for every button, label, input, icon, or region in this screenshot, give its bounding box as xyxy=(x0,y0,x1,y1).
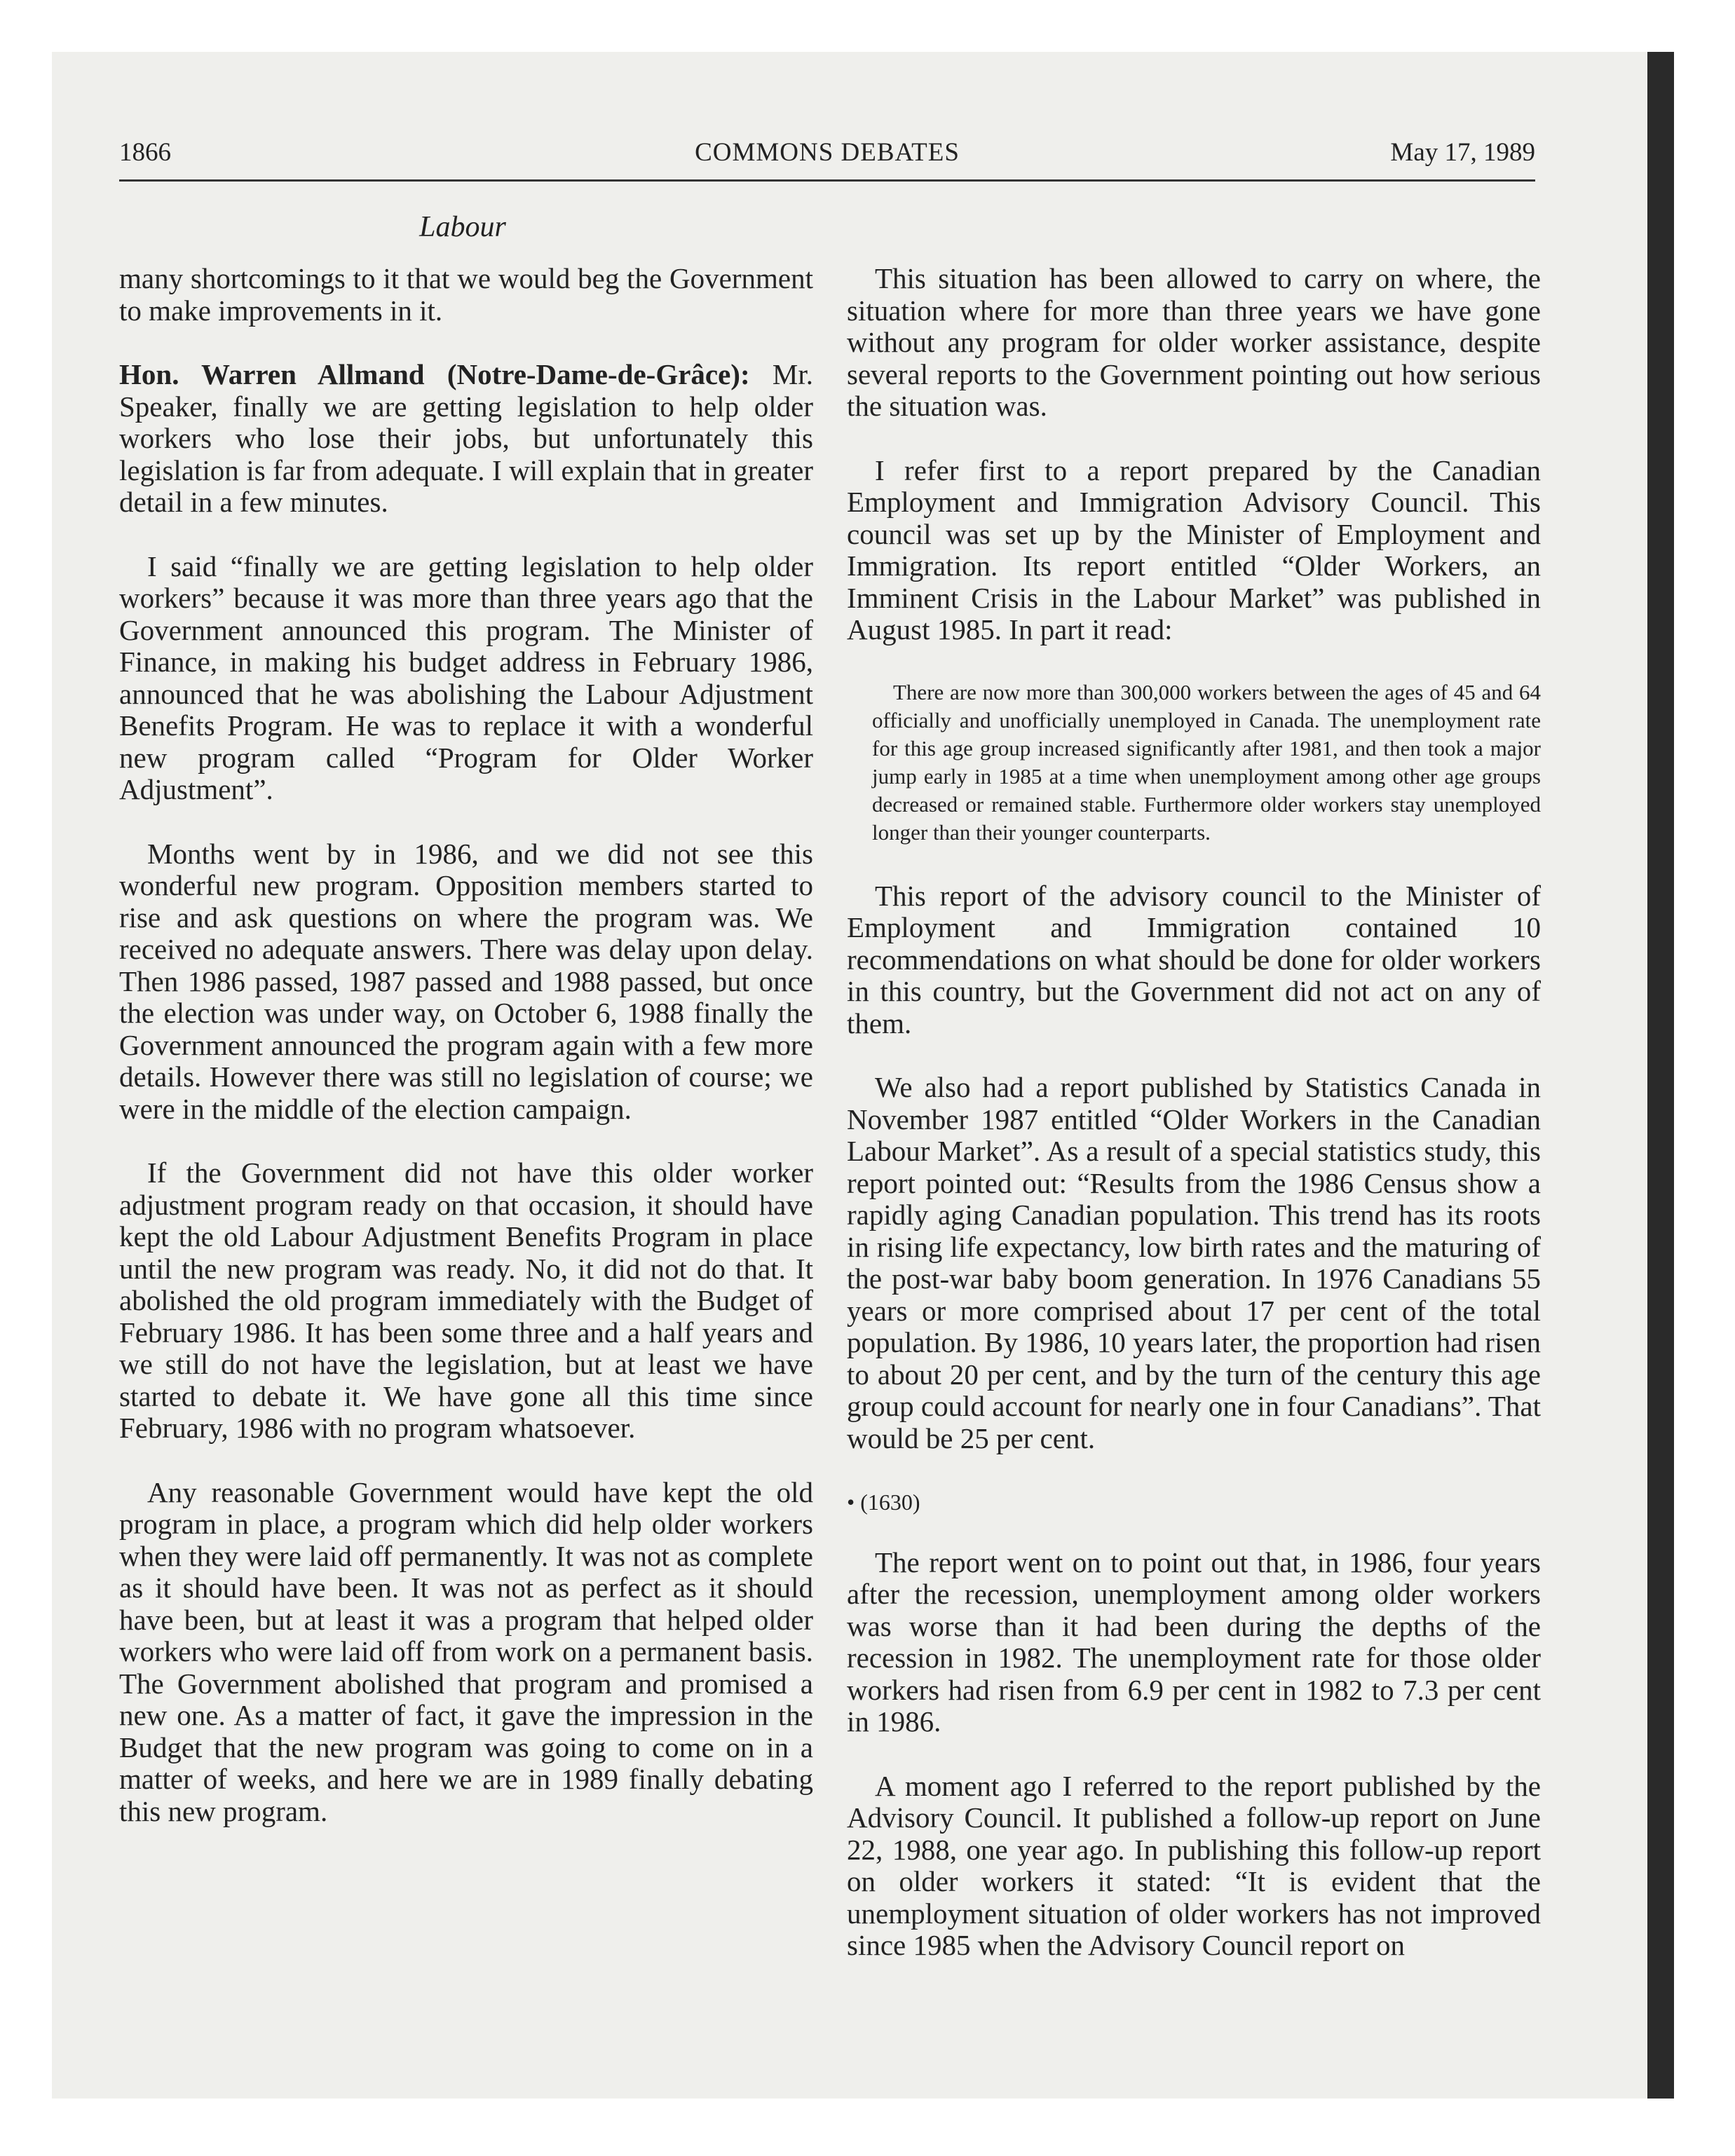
paragraph: I refer first to a report prepared by the Canadian Employment and Immigration Advisory Council. This council was set up by the Minister of Employment and Immigration. Its report entitled “Older Workers, an Imminent Crisis in the Labour Market” was published in August 1985. In part it read: xyxy=(847,453,1541,646)
paragraph: The report went on to point out that, in 1986, four years after the recession, unemployment among older workers was worse than it had been during the depths of the recession in 1982. The unemployment rate for those older workers had risen from 6.9 per cent in 1982 to 7.3 per cent in 1986. xyxy=(847,1546,1541,1738)
scan-edge-bar xyxy=(1647,52,1674,2099)
speaker-name: Hon. Warren Allmand (Notre-Dame-de-Grâce): xyxy=(119,358,750,390)
section-title: Labour xyxy=(419,211,506,243)
paragraph: many shortcomings to it that we would beg the Government to make improvements in it. xyxy=(119,262,813,327)
paragraph: Months went by in 1986, and we did not see this wonderful new program. Opposition members started to rise and ask questions on where the program was. We received no adequate answers. There was delay upon delay. Then 1986 passed, 1987 passed and 1988 passed, but once the election was under way, on October 6, 1988 finally the Government announced the program again with a few more details. However there was still no legislation of course; we were in the middle of the election campaign. xyxy=(119,837,813,1125)
paragraph: This situation has been allowed to carry on where, the situation where for more than three years we have gone without any program for older worker assistance, despite several reports to the Government pointing out how serious the situation was. xyxy=(847,262,1541,422)
speaker-paragraph xyxy=(119,359,813,519)
paragraph: This report of the advisory council to the Minister of Employment and Immigration contained 10 recommendations on what should be done for older workers in this country, but the Government did not act on any of them. xyxy=(847,879,1541,1039)
page-header xyxy=(119,137,1535,182)
paragraph: I said “finally we are getting legislation to help older workers” because it was more than three years ago that the Government announced this program. The Minister of Finance, in making his budget address in February 1986, announced that he was abolishing the Labour Adjustment Benefits Program. He was to replace it with a wonderful new program called “Program for Older Worker Adjustment”. xyxy=(119,550,813,805)
publication-date: May 17, 1989 xyxy=(1390,138,1535,167)
left-column xyxy=(119,263,813,1860)
time-marker: • (1630) xyxy=(847,1489,920,1515)
paragraph: A moment ago I referred to the report published by the Advisory Council. It published a follow-up report on June 22, 1988, one year ago. In publishing this follow-up report on older workers it stated: “It is evident that the unemployment situation of older workers has not improved since 1985 when the Advisory Council report on xyxy=(847,1769,1541,1961)
paragraph: We also had a report published by Statistics Canada in November 1987 entitled “Older Workers in the Canadian Labour Market”. As a result of a special statistics study, this report pointed out: “Results from the 1986 Census show a rapidly aging Canadian population. This trend has its roots in rising life expectancy, low birth rates and the maturing of the post-war baby boom generation. In 1976 Canadians 55 years or more comprised about 17 per cent of the total population. By 1986, 10 years later, the proportion had risen to about 20 per cent, and by the turn of the century this age group could account for nearly one in four Canadians”. That would be 25 per cent. xyxy=(847,1071,1541,1454)
block-quote: There are now more than 300,000 workers between the ages of 45 and 64 officially and unofficially unemployed in Canada. The unemployment rate for this age group increased significantly after 1981, and then took a major jump early in 1985 at a time when unemployment among other age groups decreased or remained stable. Furthermore older workers stay unemployed longer than their younger counterparts. xyxy=(872,679,1541,845)
speech-text: Mr. Speaker, finally we are getting legislation to help older workers who lose their jobs, but unfortunately this legislation is far from adequate. I will explain that in greater detail in a few minutes. xyxy=(119,358,813,518)
page-number: 1866 xyxy=(119,138,171,167)
paragraph: If the Government did not have this older worker adjustment program ready on that occasion, it should have kept the old Labour Adjustment Benefits Program in place until the new program was ready. No, it did not do that. It abolished the old program immediately with the Budget of February 1986. It has been some three and a half years and we still do not have the legislation, but at least we have started to debate it. We have gone all this time since February, 1986 with no program whatsoever. xyxy=(119,1157,813,1444)
right-column xyxy=(847,263,1541,1994)
paragraph: Any reasonable Government would have kept the old program in place, a program which did help older workers when they were laid off permanently. It was not as complete as it should have been. It was not as perfect as it should have been, but at least it was a program that helped older workers who were laid off from work on a permanent basis. The Government abolished that program and promised a new one. As a matter of fact, it gave the impression in the Budget that the new program was going to come on in a matter of weeks, and here we are in 1989 finally debating this new program. xyxy=(119,1475,813,1827)
publication-title: COMMONS DEBATES xyxy=(695,138,960,167)
